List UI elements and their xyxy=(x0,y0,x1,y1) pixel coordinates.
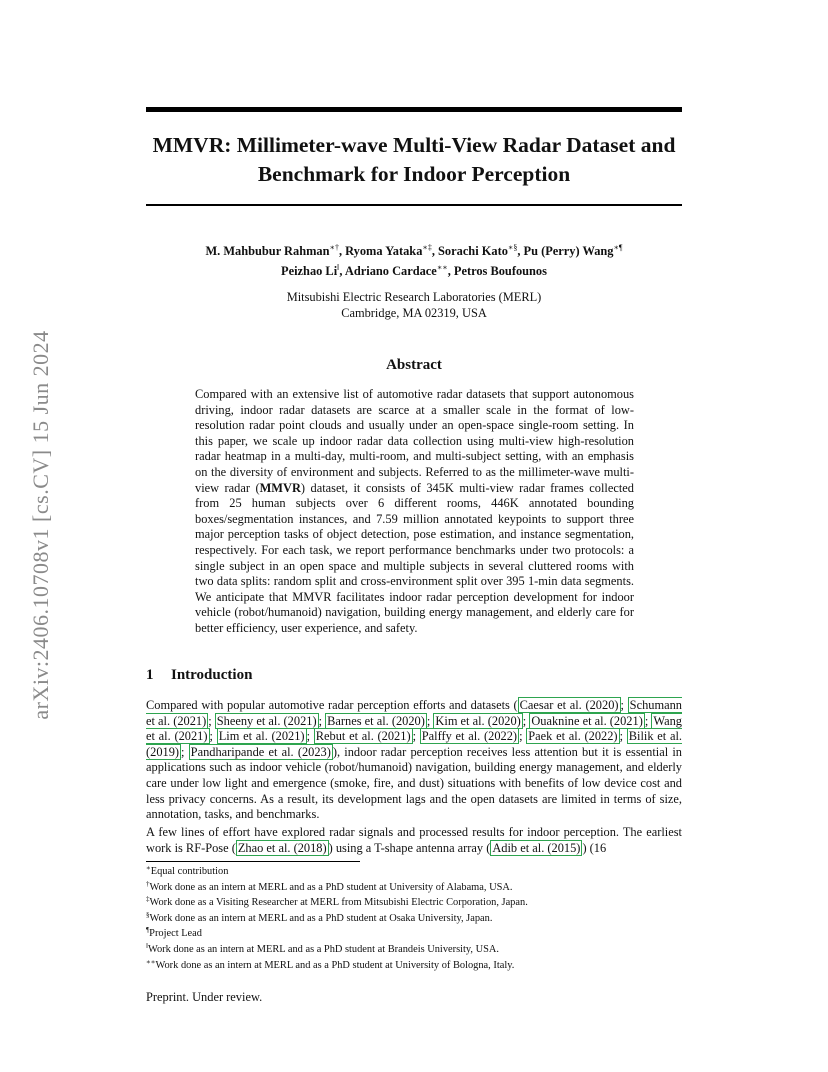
footnote: ∗∗Work done as an intern at MERL and as a PhD student at University of Bologna, Italy. xyxy=(146,957,515,971)
citation-link[interactable]: Barnes et al. (2020) xyxy=(327,713,425,728)
title-rule-bottom xyxy=(146,204,682,206)
footnote: ¶Project Lead xyxy=(146,926,202,940)
citation-link[interactable]: Schumann et al. (2021) xyxy=(146,698,682,728)
citation-link[interactable]: Adib et al. (2015) xyxy=(492,840,581,855)
citation-link[interactable]: Paek et al. (2022) xyxy=(528,729,618,744)
author: Adriano Cardace∗∗ xyxy=(344,263,448,278)
intro-paragraph-1: Compared with popular automotive radar perception efforts and datasets ( Caesar et al. (2020) ; Schumann et al. (2021) ; Sheeny et al. (2021) ; Barnes et al. (2020) ; Kim et al. (2020) ; Ouaknine et al. (2021) ; Wang et al. (2021) ; Lim et al. (2021) ; Rebut et al. (2021) ; Palffy et al. (2022) ; Paek et al. (2022) ; Bilik et al. (2019) ; Pandharipande et al. (2023) ), indoor radar perception receives less attention but it is essential in applications such as indoor vehicle (robot/humanoid) navigation, building energy management, and elderly care under low light and emergence (smoke, fire, and dust) situations with benefits of low device cost and less privacy concerns. As a result, its development lags and the open datasets are limited in terms of size, annotation, tasks, and benchmarks. xyxy=(146,698,682,822)
footnote: †Work done as an intern at MERL and as a PhD student at University of Alabama, USA. xyxy=(146,879,513,893)
citation-link[interactable]: Caesar et al. (2020) xyxy=(519,698,619,712)
author-list: M. Mahbubur Rahman∗†, Ryoma Yataka∗‡, Sorachi Kato∗§, Pu (Perry) Wang∗¶ Peizhao Li‖, Adriano Cardace∗∗, Petros Boufounos xyxy=(205,243,623,278)
affiliation-address: Cambridge, MA 02319, USA xyxy=(341,306,487,320)
citation-link[interactable]: Bilik et al. (2019) xyxy=(146,729,682,759)
arxiv-identifier-stamp: arXiv:2406.10708v1 [cs.CV] 15 Jun 2024 xyxy=(28,330,53,720)
author: Sorachi Kato∗§ xyxy=(438,243,518,258)
citation-link[interactable]: Wang et al. (2021) xyxy=(146,713,682,744)
footnote: §Work done as an intern at MERL and as a PhD student at Osaka University, Japan. xyxy=(146,910,493,924)
citation-link[interactable]: Sheeny et al. (2021) xyxy=(216,713,317,728)
citation-link[interactable]: Lim et al. (2021) xyxy=(218,729,305,744)
author: Pu (Perry) Wang∗¶ xyxy=(523,243,623,258)
abstract-body: Compared with an extensive list of automotive radar datasets that support autonomous driving, indoor radar datasets are scarce at a smaller scale in the format of low-resolution radar point clouds and usually under an open-space single-room setting. In this paper, we scale up indoor radar data collection using multi-view high-resolution radar heatmap in a multi-day, multi-room, and multi-subject setting, with an emphasis on the diversity of environment and subjects. Referred to as the millimeter-wave multi-view radar (MMVR) dataset, it consists of 345K multi-view radar frames collected from 25 human subjects over 6 different rooms, 446K annotated bounding boxes/segmentation instances, and 7.59 million annotated keypoints to support three major perception tasks of object detection, pose estimation, and instance segmentation, respectively. For each task, we report performance benchmarks under two protocols: a single subject in an open space and multiple subjects in several cluttered rooms with two data splits: random split and cross-environment split over 395 1-min data segments. We anticipate that MMVR facilitates indoor radar perception development for indoor vehicle (robot/humanoid) navigation, building energy management, and elderly care for better efficiency, user experience, and safety. xyxy=(195,387,635,635)
citation-link[interactable]: Rebut et al. (2021) xyxy=(315,729,411,744)
citation-link[interactable]: Zhao et al. (2018) xyxy=(237,840,327,855)
author: M. Mahbubur Rahman∗† xyxy=(205,243,339,258)
intro-paragraph-2: A few lines of effort have explored radar signals and processed results for indoor perception. The earliest work is RF-Pose ( Zhao et al. (2018) ) using a T-shape antenna array ( Adib et al. (2015) ) (16 xyxy=(146,825,682,855)
citation-link[interactable]: Pandharipande et al. (2023) xyxy=(190,744,331,759)
author: Ryoma Yataka∗‡ xyxy=(345,243,432,258)
footnotes xyxy=(146,864,682,973)
page-footer: Preprint. Under review. xyxy=(146,990,263,1004)
citation-link[interactable]: Palffy et al. (2022) xyxy=(421,729,518,744)
section-heading xyxy=(146,667,252,684)
abstract-heading: Abstract xyxy=(386,357,442,373)
section-title: Introduction xyxy=(171,667,253,683)
footnote: ∗Equal contribution xyxy=(146,864,229,877)
title-rule-top xyxy=(146,107,682,112)
citation-link[interactable]: Kim et al. (2020) xyxy=(435,713,521,728)
footnote-rule xyxy=(146,861,360,862)
affiliation xyxy=(146,289,682,321)
footnote: ‡Work done as a Visiting Researcher at MERL from Mitsubishi Electric Corporation, Japan. xyxy=(146,895,528,909)
author: Peizhao Li‖ xyxy=(281,263,340,278)
author: Petros Boufounos xyxy=(453,264,547,278)
section-number: 1 xyxy=(146,667,154,683)
paper-title: MMVR: Millimeter-wave Multi-View Radar Dataset and Benchmark for Indoor Perception xyxy=(152,133,676,186)
footnote: ‖Work done as an intern at MERL and as a PhD student at Brandeis University, USA. xyxy=(146,941,500,955)
citation-link[interactable]: Ouaknine et al. (2021) xyxy=(531,713,643,728)
affiliation-institution: Mitsubishi Electric Research Laboratories (MERL) xyxy=(286,290,542,304)
